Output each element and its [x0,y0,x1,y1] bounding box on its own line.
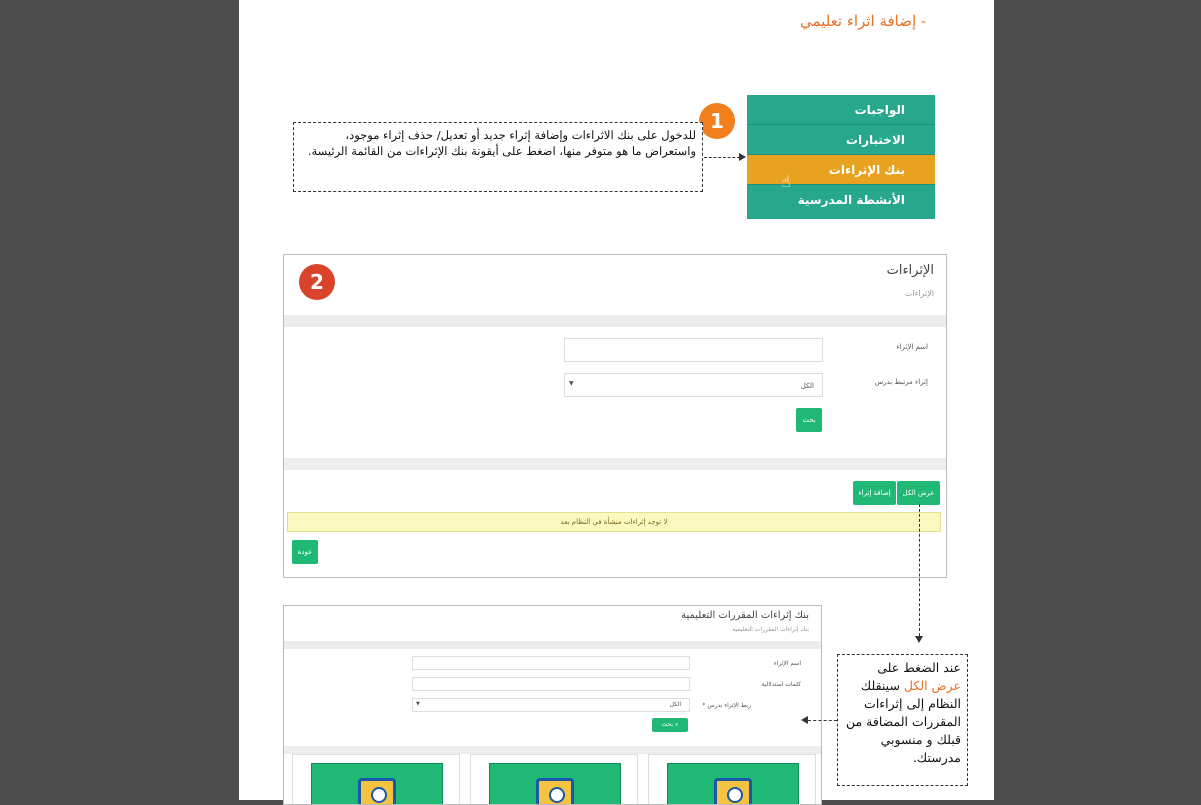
dropdown-arrow-icon: ▼ [416,701,420,707]
camera-icon [358,778,396,805]
enrichment-card[interactable] [292,754,460,805]
callout-step1: للدخول على بنك الاثراءات وإضافة إثراء جديد أو تعديل/ حذف إثراء موجود، واستعراض ما هو متوفر منها، اضغط على أيقونة بنك الإثراءات من القائمة الرئيسة. [293,122,703,192]
name-label: اسم الإثراء [896,343,928,351]
menu-item-assignments[interactable]: الواجبات [747,95,935,125]
callout-highlight: عرض الكل [903,678,961,693]
name-input[interactable] [412,656,690,670]
breadcrumb: الإثراءات [904,289,934,298]
menu-item-tests[interactable]: الاختبارات [747,125,935,155]
divider [284,458,946,470]
arrow-head [801,716,808,724]
keywords-label: كلمات استدلالية [761,681,801,688]
callout-text: عند الضغط على [877,660,961,675]
linked-lesson-select[interactable] [412,698,690,712]
menu-item-school-activities[interactable]: الأنشطة المدرسية [797,193,905,207]
name-input[interactable] [564,338,823,362]
divider [284,315,946,327]
document-page [239,0,994,800]
section-heading: - إضافة اثراء تعليمي [800,12,926,30]
keywords-input[interactable] [412,677,690,691]
select-value: الكل [669,701,681,708]
step-badge-2: 2 [299,264,335,300]
step-badge-1: 1 [699,103,735,139]
arrow-line [704,157,740,158]
card-image [489,763,621,805]
empty-alert: لا توجد إثراءات منشأة في النظام بعد [287,512,941,532]
back-button[interactable]: عودة [292,540,318,564]
enrichment-card[interactable] [470,754,638,805]
card-image [667,763,799,805]
menu-item-enrichment-bank[interactable] [747,155,935,191]
arrow-line [808,720,837,721]
divider [284,641,821,649]
breadcrumb: بنك إثراءات المقررات التعليمية [732,626,809,633]
page-title: الإثراءات [886,263,934,278]
camera-icon [714,778,752,805]
arrow-head [915,636,923,643]
search-button[interactable]: بحث [796,408,822,432]
arrow-line [919,504,920,636]
dropdown-arrow-icon: ▼ [569,380,574,387]
search-button-label: بحث [661,721,674,728]
select-value: الكل [800,382,814,390]
card-image [311,763,443,805]
linked-lesson-label: ربط الإثراء بدرس * [702,702,751,709]
page-title: بنك إثراءات المقررات التعليمية [681,610,809,621]
linked-lesson-select[interactable] [564,373,823,397]
callout-step3 [837,654,968,786]
enrichment-card[interactable] [648,754,816,805]
hand-pointer-icon: ☝ [781,172,791,191]
screenshot-enrichments-page [283,254,947,578]
arrow-head [739,153,746,161]
show-all-button[interactable]: عرض الكل [897,481,940,505]
divider [284,746,821,754]
search-button[interactable] [652,718,688,732]
screenshot-course-enrichment-bank [283,605,822,805]
name-label: اسم الإثراء [773,660,801,667]
linked-lesson-label: إثراء مرتبط بدرس [874,378,928,386]
menu-item-label: بنك الإثراءات [828,163,905,177]
add-enrichment-button[interactable]: إضافة إثراء [853,481,896,505]
callout-text: سينقلك النظام إلى إثراءات المقررات المضافة من قبلك و منسوبي مدرستك. [846,678,961,765]
search-icon: ⌕ [674,721,679,728]
camera-icon [536,778,574,805]
main-menu-snippet [747,95,935,219]
